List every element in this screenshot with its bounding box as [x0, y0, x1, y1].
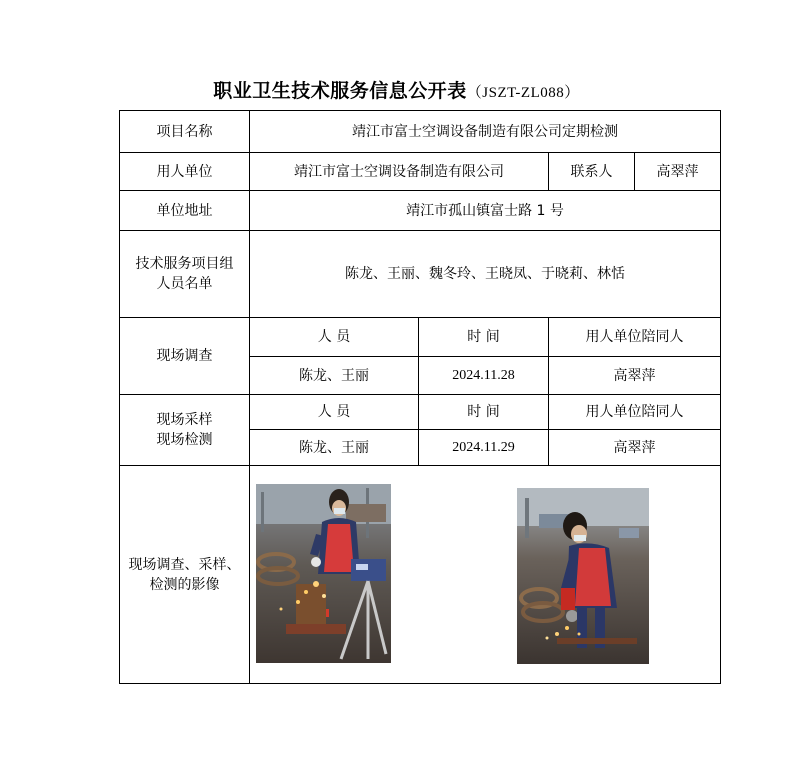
sampling-accompany: 高翠萍	[549, 430, 721, 466]
team-label-line2: 人员名单	[156, 276, 213, 292]
row-team	[120, 231, 721, 318]
sampling-label-line1: 现场采样	[156, 412, 213, 428]
row-project-name	[120, 111, 721, 153]
contact-label: 联系人	[549, 153, 635, 191]
project-name-label: 项目名称	[120, 111, 250, 153]
employer-value: 靖江市富士空调设备制造有限公司	[250, 153, 549, 191]
sampling-time: 2024.11.29	[419, 430, 549, 466]
survey-person: 陈龙、王丽	[250, 357, 419, 395]
sampling-label-line2: 现场检测	[156, 432, 213, 448]
row-address	[120, 191, 721, 231]
sampling-col-time: 时 间	[419, 395, 549, 430]
row-survey-header	[120, 318, 721, 357]
page-title	[0, 76, 793, 103]
title-text: 职业卫生技术服务信息公开表	[213, 80, 467, 102]
row-sampling-header	[120, 395, 721, 430]
survey-col-time: 时 间	[419, 318, 549, 357]
address-label: 单位地址	[120, 191, 250, 231]
site-photo-1	[256, 484, 391, 663]
project-name-value: 靖江市富士空调设备制造有限公司定期检测	[250, 111, 721, 153]
site-photo-2	[517, 488, 649, 664]
team-label	[120, 231, 250, 318]
images-label-line2: 检测的影像	[149, 576, 220, 593]
address-value: 靖江市孤山镇富士路 1 号	[250, 191, 721, 231]
sampling-col-accompany: 用人单位陪同人	[549, 395, 721, 430]
images-label-line1: 现场调查、采样、	[128, 556, 241, 573]
sampling-person: 陈龙、王丽	[250, 430, 419, 466]
survey-accompany: 高翠萍	[549, 357, 721, 395]
sampling-label	[120, 395, 250, 466]
employer-label: 用人单位	[120, 153, 250, 191]
document-code: （JSZT-ZL088）	[466, 85, 580, 101]
team-label-line1: 技术服务项目组	[135, 256, 234, 272]
images-label	[120, 466, 250, 684]
survey-label: 现场调查	[120, 318, 250, 395]
survey-time: 2024.11.28	[419, 357, 549, 395]
row-employer	[120, 153, 721, 191]
sampling-col-person: 人 员	[250, 395, 419, 430]
contact-value: 高翠萍	[635, 153, 721, 191]
survey-col-person: 人 员	[250, 318, 419, 357]
survey-col-accompany: 用人单位陪同人	[549, 318, 721, 357]
team-value: 陈龙、王丽、魏冬玲、王晓凤、于晓莉、林恬	[250, 231, 721, 318]
